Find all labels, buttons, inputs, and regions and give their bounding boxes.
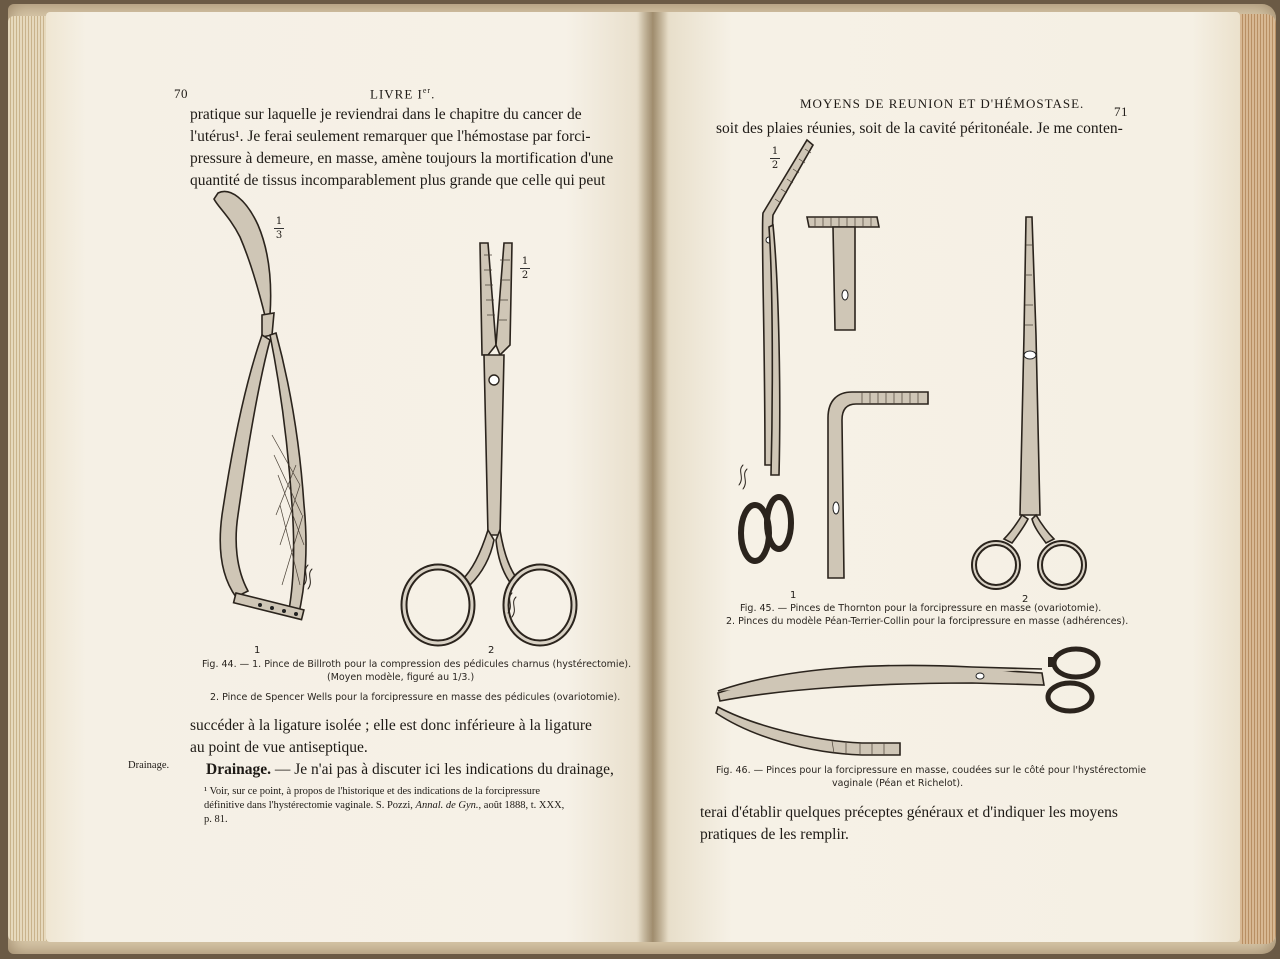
footnote-line: ¹ Voir, sur ce point, à propos de l'historique et des indications de la forcipressure (204, 786, 541, 797)
caption-line: Fig. 44. — 1. Pince de Billroth pour la compression des pédicules charnus (hystérectomie). (202, 659, 632, 670)
right-page-edges (1240, 14, 1276, 944)
text-line: pratique sur laquelle je reviendrai dans le chapitre du cancer de (190, 106, 582, 123)
caption-line: Fig. 46. — Pinces pour la forcipressure en masse, coudées sur le côté pour l'hystérectomie (716, 765, 1147, 776)
left-body-top (190, 104, 614, 192)
left-page-edges (8, 16, 48, 941)
right-body-bottom (700, 802, 1120, 846)
drainage-paragraph: Drainage. — Je n'ai pas à discuter ici les indications du drainage, (206, 761, 614, 778)
margin-note-drainage: Drainage. (128, 760, 170, 771)
fig45-label-1: 1 (790, 590, 797, 601)
text-line: quantité de tissus incomparablement plus grande que celle qui peut (190, 172, 606, 189)
text-line: pratiques de les remplir. (700, 826, 849, 843)
left-page-number: 70 (174, 86, 188, 101)
text-line: succéder à la ligature isolée ; elle est donc inférieure à la ligature (190, 717, 592, 734)
text-line: au point de vue antiseptique. (190, 739, 368, 756)
caption-line: 2. Pinces du modèle Péan-Terrier-Collin pour la forcipressure en masse (adhérences). (726, 616, 1129, 627)
fig45-label-2: 2 (1022, 594, 1029, 605)
footnote-line: définitive dans l'hystérectomie vaginale. S. Pozzi, Annal. de Gyn., août 1888, t. XXX, (204, 800, 565, 811)
fig45-caption (726, 602, 1129, 628)
fig44-caption (202, 658, 632, 704)
fig45-scale: 1 2 (771, 146, 779, 171)
text-line: terai d'établir quelques préceptes généraux et d'indiquer les moyens (700, 804, 1118, 821)
text-line: pressure à demeure, en masse, amène toujours la mortification d'une (190, 150, 614, 167)
fig44-scale-1: 1 3 (275, 216, 283, 241)
text-line: soit des plaies réunies, soit de la cavité péritonéale. Je me conten- (716, 120, 1123, 137)
fig44-label-1: 1 (254, 645, 261, 656)
caption-line: 2. Pince de Spencer Wells pour la forcipressure en masse des pédicules (ovariotomie). (210, 692, 621, 703)
pean-terrier-collin-forceps-illustration (970, 215, 1090, 595)
jaw-detail-angled-illustration (822, 388, 937, 588)
right-page-number: 71 (1114, 104, 1128, 119)
caption-line: Fig. 45. — Pinces de Thornton pour la forcipressure en masse (ovariotomie). (740, 603, 1102, 614)
left-body-bottom (190, 715, 614, 781)
text-line: l'utérus¹. Je ferai seulement remarquer que l'hémostase par forci- (190, 128, 591, 145)
caption-line: (Moyen modèle, figuré au 1/3.) (327, 672, 475, 683)
billroth-forceps-illustration (200, 185, 330, 645)
jaw-detail-straight-illustration (805, 215, 885, 335)
gutter-shadow (638, 12, 668, 942)
left-running-head: LIVRE Ier. (370, 86, 436, 102)
right-running-head: MOYENS DE REUNION ET D'HÉMOSTASE. (800, 96, 1085, 111)
fig44-scale-2: 1 2 (521, 256, 529, 281)
curved-forceps-illustration (712, 645, 1112, 765)
fig44-label-2: 2 (488, 645, 495, 656)
spencer-wells-forceps-illustration (400, 235, 580, 645)
fig46-caption (716, 764, 1147, 790)
thornton-forceps-illustration (735, 135, 815, 585)
footnote-line: p. 81. (204, 814, 228, 825)
caption-line: vaginale (Péan et Richelot). (832, 778, 964, 789)
left-footnote (204, 785, 604, 827)
